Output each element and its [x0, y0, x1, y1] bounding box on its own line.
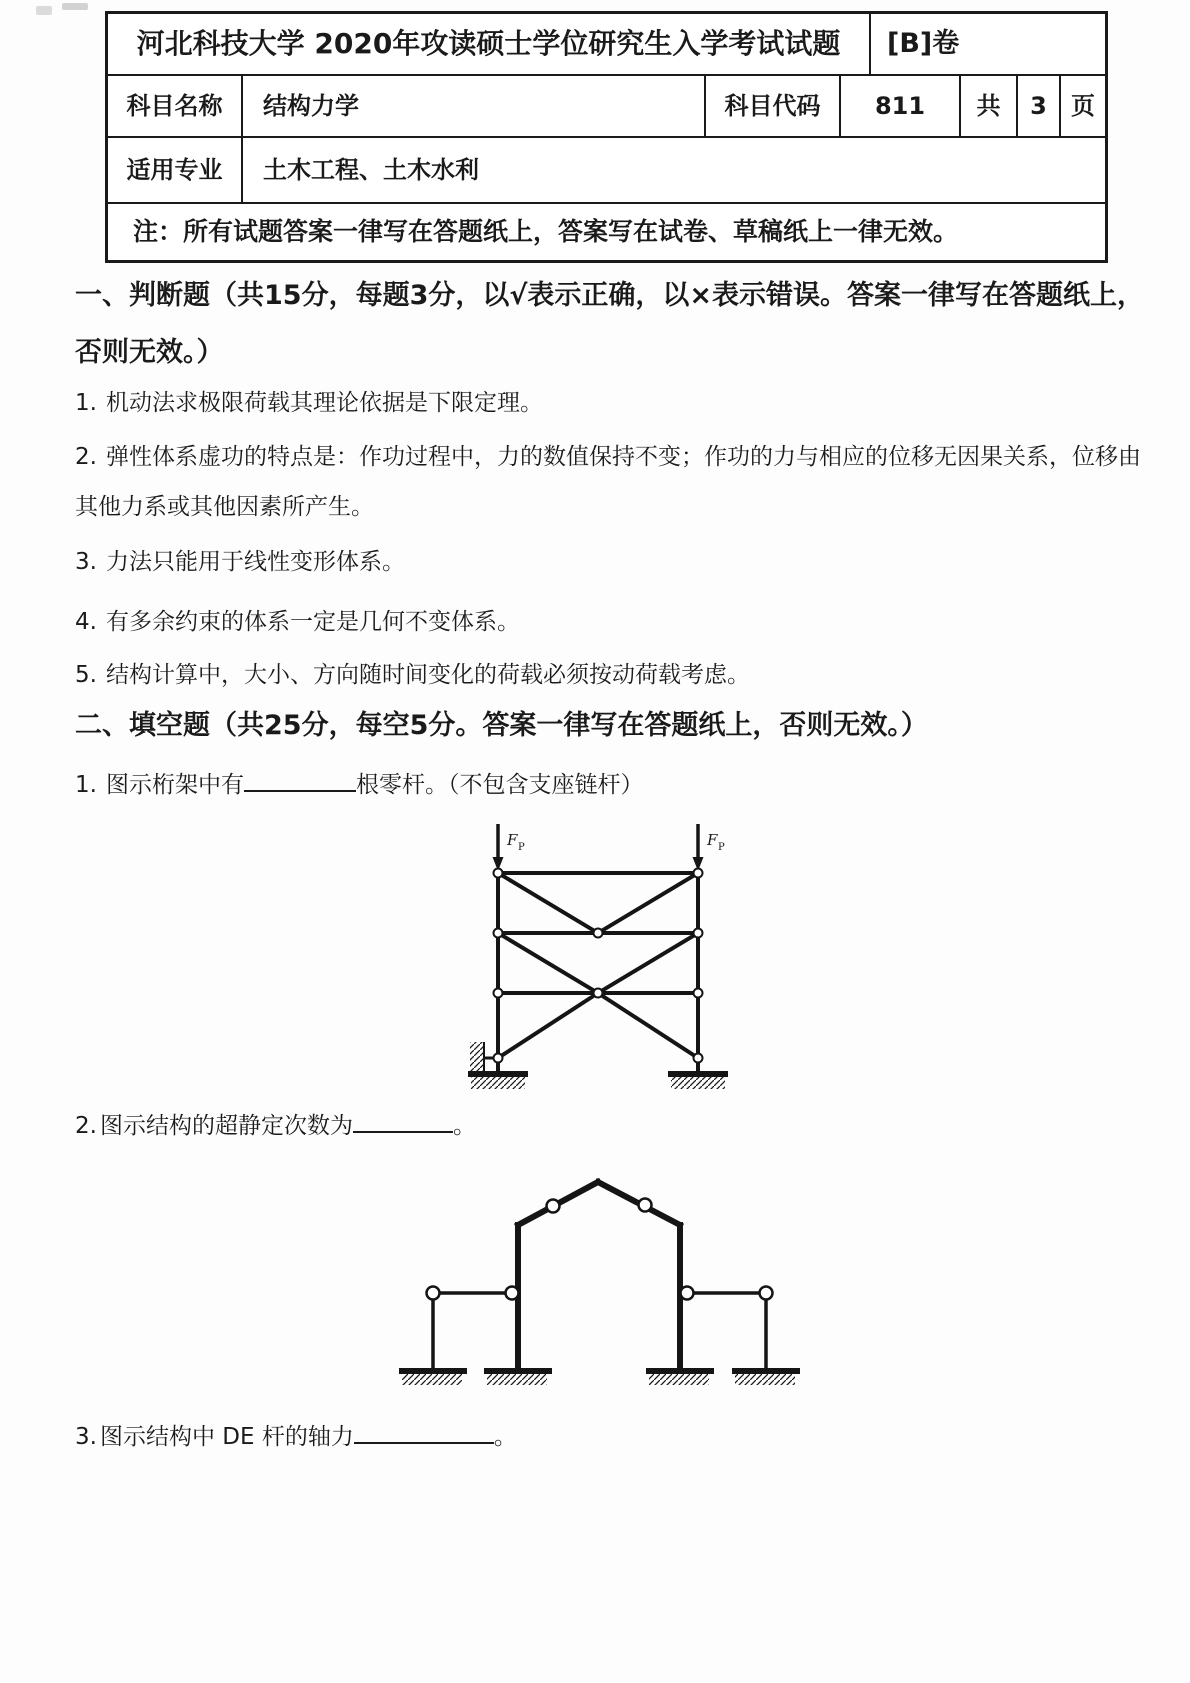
- tf-item-2: [75, 432, 1163, 532]
- question-text: 图示桁架中有: [105, 772, 244, 798]
- total-label: 共: [961, 76, 1018, 136]
- ground-support-icon: [468, 1071, 528, 1089]
- paper-version: [B]卷: [887, 28, 960, 60]
- item-number: 2.: [75, 444, 97, 470]
- item-text: 机动法求极限荷载其理论依据是下限定理。: [105, 390, 543, 416]
- force-label-subscript: P: [518, 842, 525, 853]
- force-label: F: [707, 831, 718, 849]
- header-row-note: [108, 204, 1105, 260]
- question-text: 根零杆。（不包含支座链杆）: [355, 772, 644, 798]
- section1-heading: 一、判断题（共15分，每题3分，以√表示正确，以×表示错误。答案一律写在答题纸上，否则无效。）: [75, 280, 1144, 368]
- item-number: 4.: [75, 609, 97, 635]
- item-number: 3.: [75, 1424, 97, 1450]
- major-value: 土木工程、土木水利: [263, 155, 479, 184]
- frame-figure: [388, 1162, 802, 1397]
- force-label-subscript: P: [718, 842, 725, 853]
- subject-code-value: 811: [841, 76, 961, 136]
- header-row-title: [108, 14, 1105, 76]
- question-text: 图示结构中 DE 杆的轴力: [99, 1424, 354, 1450]
- item-number: 5.: [75, 662, 97, 688]
- section2-heading: 二、填空题（共25分，每空5分。答案一律写在答题纸上，否则无效。）: [75, 710, 928, 741]
- scan-smudge: [36, 6, 52, 15]
- item-number: 2.: [75, 1113, 97, 1139]
- answer-blank: [354, 1423, 494, 1444]
- tf-item-5: [75, 650, 1163, 700]
- item-text: 有多余约束的体系一定是几何不变体系。: [105, 609, 520, 635]
- answer-blank: [353, 1112, 453, 1133]
- tf-item-4: [75, 597, 1163, 647]
- exam-note: 注：所有试题答案一律写在答题纸上，答案写在试卷、草稿纸上一律无效。: [133, 217, 959, 247]
- item-text: 结构计算中，大小、方向随时间变化的荷载必须按动荷载考虑。: [105, 662, 750, 688]
- ground-support-icon: [668, 1071, 728, 1089]
- tf-item-3: [75, 537, 1163, 587]
- header-row-subject: [108, 76, 1105, 138]
- fixed-support-icon: [399, 1368, 467, 1385]
- subject-name-value: 结构力学: [243, 76, 706, 136]
- fixed-support-icon: [646, 1368, 714, 1385]
- major-label: 适用专业: [108, 138, 243, 202]
- item-number: 1.: [75, 772, 97, 798]
- hinge-icons: [427, 1199, 773, 1300]
- subject-code-label: 科目代码: [706, 76, 841, 136]
- truss-figure: [440, 790, 730, 1100]
- pages-label: 页: [1071, 91, 1095, 120]
- fixed-support-icon: [732, 1368, 800, 1385]
- item-text: 弹性体系虚功的特点是：作功过程中，力的数值保持不变；作功的力与相应的位移无因果关系，位移由其他力系或其他因素所产生。: [75, 444, 1141, 520]
- question-text: 。: [452, 1113, 476, 1139]
- fb-question-3: [75, 1412, 1163, 1462]
- answer-blank: [244, 771, 356, 792]
- question-text: 图示结构的超静定次数为: [99, 1113, 353, 1139]
- tf-item-1: [75, 378, 1163, 428]
- link-members: [433, 1293, 766, 1370]
- truss-members: [498, 873, 698, 1075]
- scan-smudge: [62, 3, 88, 10]
- frame-members: [518, 1182, 680, 1370]
- fb-question-2: [75, 1101, 1163, 1151]
- question-text: 。: [493, 1424, 517, 1450]
- header-row-major: [108, 138, 1105, 204]
- exam-title: 河北科技大学 2020年攻读硕士学位研究生入学考试试题: [108, 14, 871, 74]
- item-number: 3.: [75, 549, 97, 575]
- force-label: F: [507, 831, 518, 849]
- fixed-support-icon: [484, 1368, 552, 1385]
- total-pages: 3: [1018, 76, 1061, 136]
- item-text: 力法只能用于线性变形体系。: [105, 549, 405, 575]
- subject-name-label: 科目名称: [108, 76, 243, 136]
- item-number: 1.: [75, 390, 97, 416]
- exam-header-table: [105, 11, 1108, 263]
- truss-joints: [494, 869, 703, 1063]
- force-arrow: [498, 824, 698, 862]
